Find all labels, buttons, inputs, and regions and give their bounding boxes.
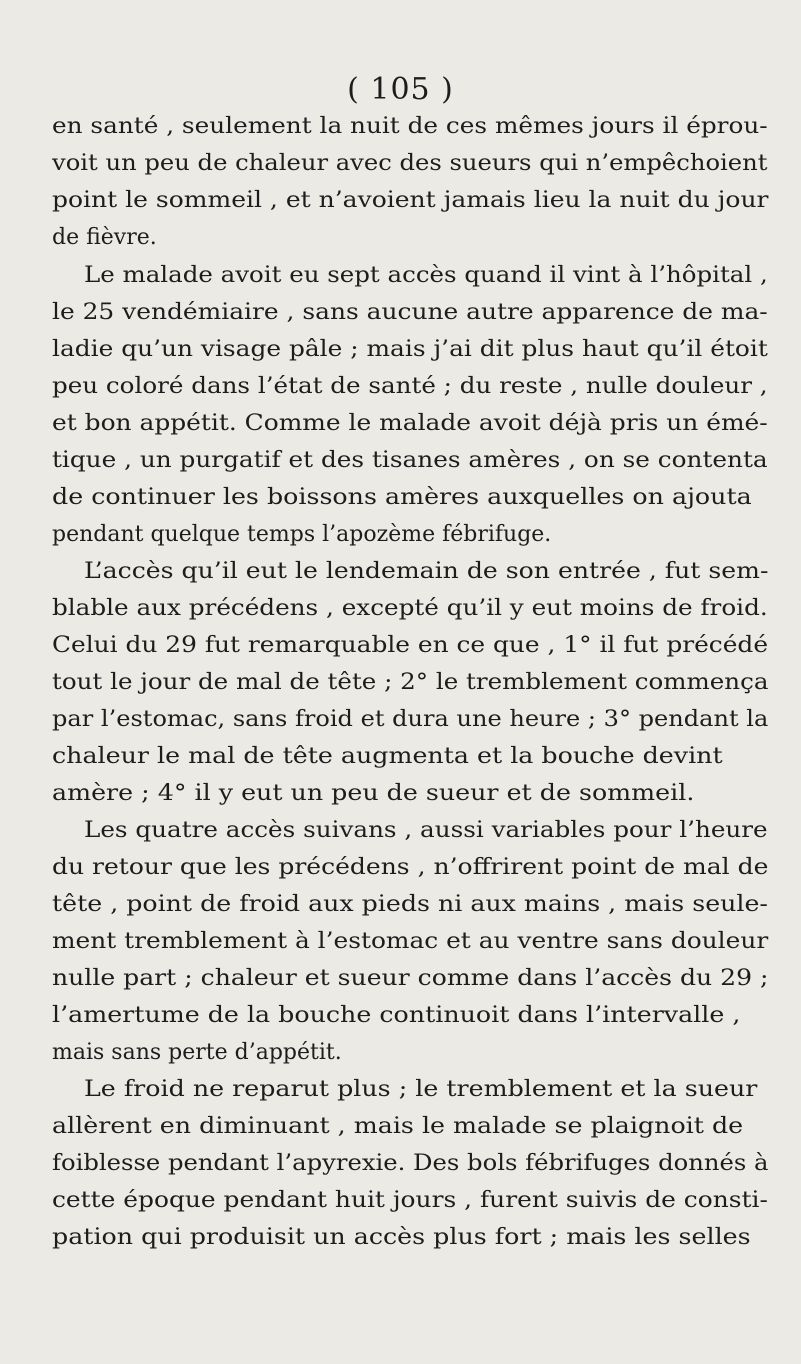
text-line: Les quatre accès suivans , aussi variables pour l’heure bbox=[84, 818, 768, 843]
text-line: l’amertume de la bouche continuoit dans l’intervalle , bbox=[52, 1003, 741, 1028]
text-line: allèrent en diminuant , mais le malade se plaignoit de bbox=[52, 1114, 744, 1139]
text-line: Celui du 29 fut remarquable en ce que , 1° il fut précédé bbox=[52, 633, 769, 658]
text-line: et bon appétit. Comme le malade avoit déjà pris un émé- bbox=[52, 411, 768, 436]
text-line: blable aux précédens , excepté qu’il y eut moins de froid. bbox=[52, 596, 768, 621]
text-line: pendant quelque temps l’apozème fébrifuge. bbox=[52, 522, 552, 547]
text-line: le 25 vendémiaire , sans aucune autre apparence de ma- bbox=[52, 300, 768, 325]
text-line: peu coloré dans l’état de santé ; du reste , nulle douleur , bbox=[52, 374, 768, 399]
text-line: tête , point de froid aux pieds ni aux mains , mais seule- bbox=[52, 892, 768, 917]
text-line: Le froid ne reparut plus ; le tremblement et la sueur bbox=[84, 1077, 758, 1102]
text-line: L’accès qu’il eut le lendemain de son entrée , fut sem- bbox=[84, 559, 769, 584]
text-line: par l’estomac, sans froid et dura une heure ; 3° pendant la bbox=[52, 707, 769, 732]
text-line: chaleur le mal de tête augmenta et la bouche devint bbox=[52, 744, 723, 769]
text-line: amère ; 4° il y eut un peu de sueur et de sommeil. bbox=[52, 781, 695, 806]
text-line: du retour que les précédens , n’offrirent point de mal de bbox=[52, 855, 769, 880]
text-line: cette époque pendant huit jours , furent suivis de consti- bbox=[52, 1188, 768, 1213]
text-line: tique , un purgatif et des tisanes amères , on se contenta bbox=[52, 448, 768, 473]
text-line: nulle part ; chaleur et sueur comme dans l’accès du 29 ; bbox=[52, 966, 769, 991]
text-line: de continuer les boissons amères auxquelles on ajouta bbox=[52, 485, 752, 510]
text-line: ment tremblement à l’estomac et au ventre sans douleur bbox=[52, 929, 769, 954]
text-line: Le malade avoit eu sept accès quand il vint à l’hôpital , bbox=[84, 263, 768, 288]
page-number: ( 105 ) bbox=[347, 72, 454, 107]
text-line: mais sans perte d’appétit. bbox=[52, 1040, 342, 1065]
text-line: voit un peu de chaleur avec des sueurs qui n’empêchoient bbox=[52, 151, 768, 176]
text-line: point le sommeil , et n’avoient jamais lieu la nuit du jour bbox=[52, 188, 769, 213]
text-line: de fièvre. bbox=[52, 225, 157, 250]
text-line: foiblesse pendant l’apyrexie. Des bols fébrifuges donnés à bbox=[52, 1151, 769, 1176]
text-line: en santé , seulement la nuit de ces mêmes jours il éprou- bbox=[52, 114, 768, 139]
text-line: ladie qu’un visage pâle ; mais j’ai dit plus haut qu’il étoit bbox=[52, 337, 768, 362]
text-line: pation qui produisit un accès plus fort ; mais les selles bbox=[52, 1225, 751, 1250]
text-line: tout le jour de mal de tête ; 2° le tremblement commença bbox=[52, 670, 769, 695]
